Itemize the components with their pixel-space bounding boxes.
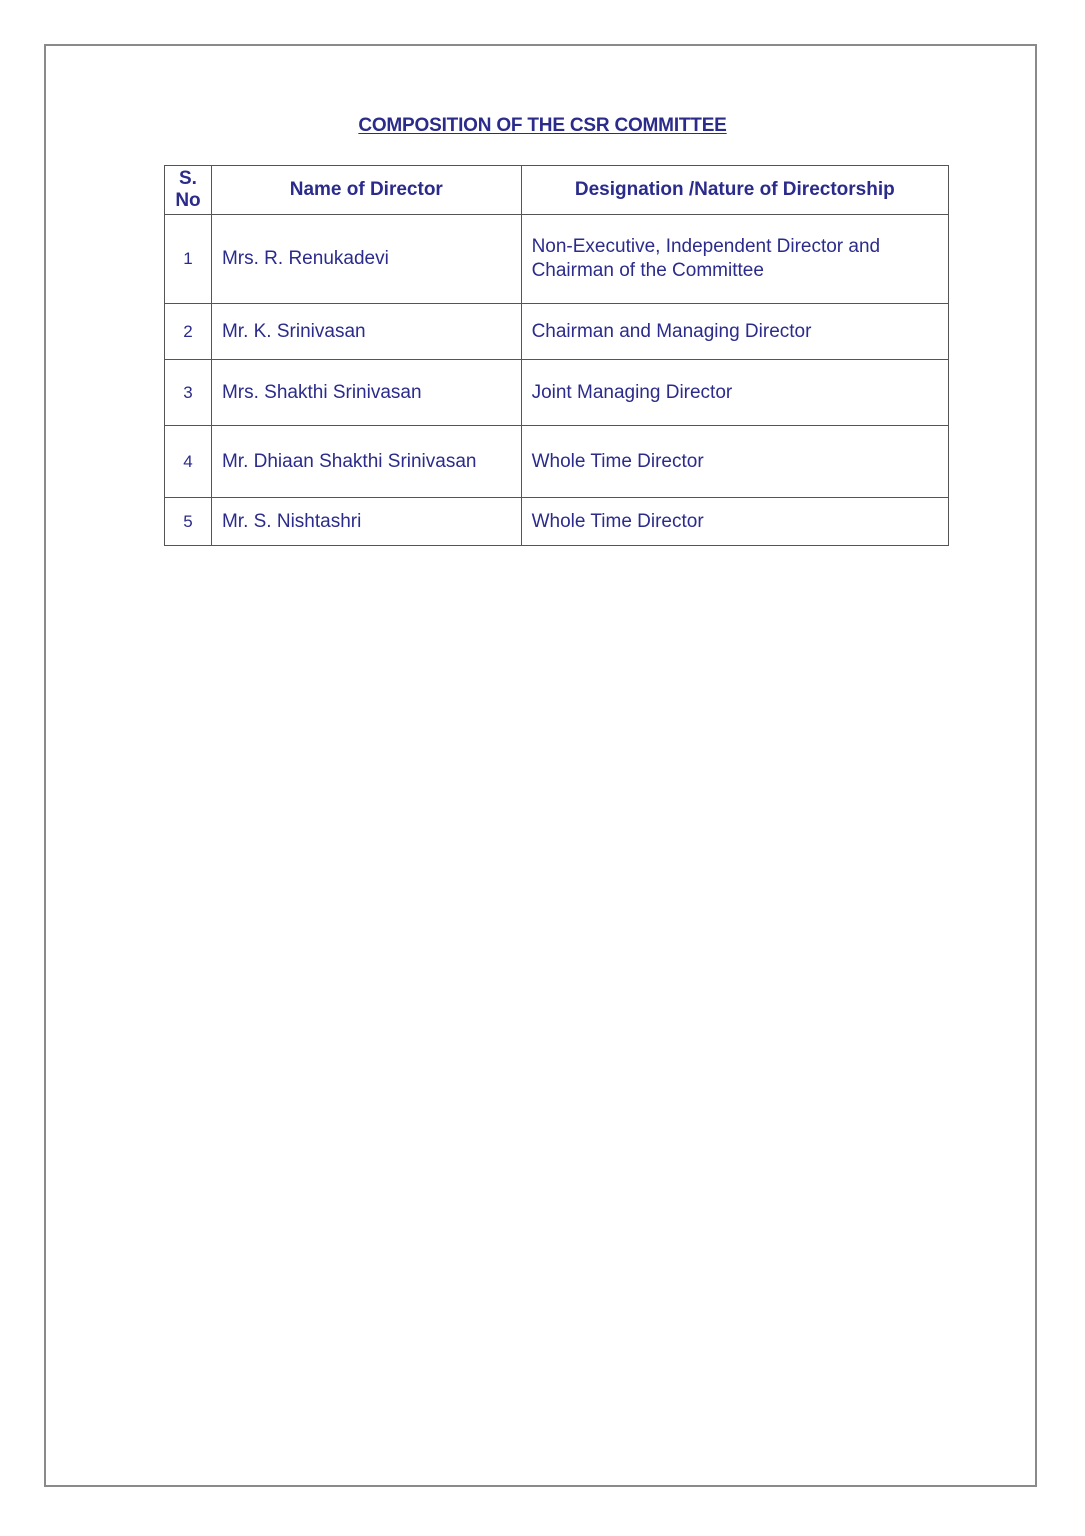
csr-committee-table	[164, 165, 949, 546]
table-row	[165, 360, 949, 426]
table-row	[165, 498, 949, 546]
cell-sno: 4	[165, 426, 212, 498]
cell-sno: 2	[165, 304, 212, 360]
cell-designation	[521, 215, 948, 304]
cell-name: Mr. Dhiaan Shakthi Srinivasan	[211, 426, 521, 498]
header-sno-line1: S.	[179, 168, 197, 189]
header-name: Name of Director	[211, 166, 521, 215]
cell-name: Mrs. Shakthi Srinivasan	[211, 360, 521, 426]
table-row	[165, 304, 949, 360]
cell-name: Mr. K. Srinivasan	[211, 304, 521, 360]
header-sno	[165, 166, 212, 215]
table-header-row	[165, 166, 949, 215]
cell-name: Mrs. R. Renukadevi	[211, 215, 521, 304]
cell-designation: Whole Time Director	[521, 498, 948, 546]
cell-sno: 5	[165, 498, 212, 546]
document-title: COMPOSITION OF THE CSR COMMITTEE	[358, 115, 727, 136]
designation-line: Non-Executive, Independent Director and	[531, 236, 881, 257]
designation-line: Chairman of the Committee	[531, 260, 764, 281]
cell-sno: 3	[165, 360, 212, 426]
header-designation: Designation /Nature of Directorship	[521, 166, 948, 215]
cell-designation: Whole Time Director	[521, 426, 948, 498]
cell-designation: Chairman and Managing Director	[521, 304, 948, 360]
cell-name: Mr. S. Nishtashri	[211, 498, 521, 546]
table-row	[165, 215, 949, 304]
cell-sno: 1	[165, 215, 212, 304]
cell-designation: Joint Managing Director	[521, 360, 948, 426]
header-sno-line2: No	[175, 190, 201, 211]
table-row	[165, 426, 949, 498]
